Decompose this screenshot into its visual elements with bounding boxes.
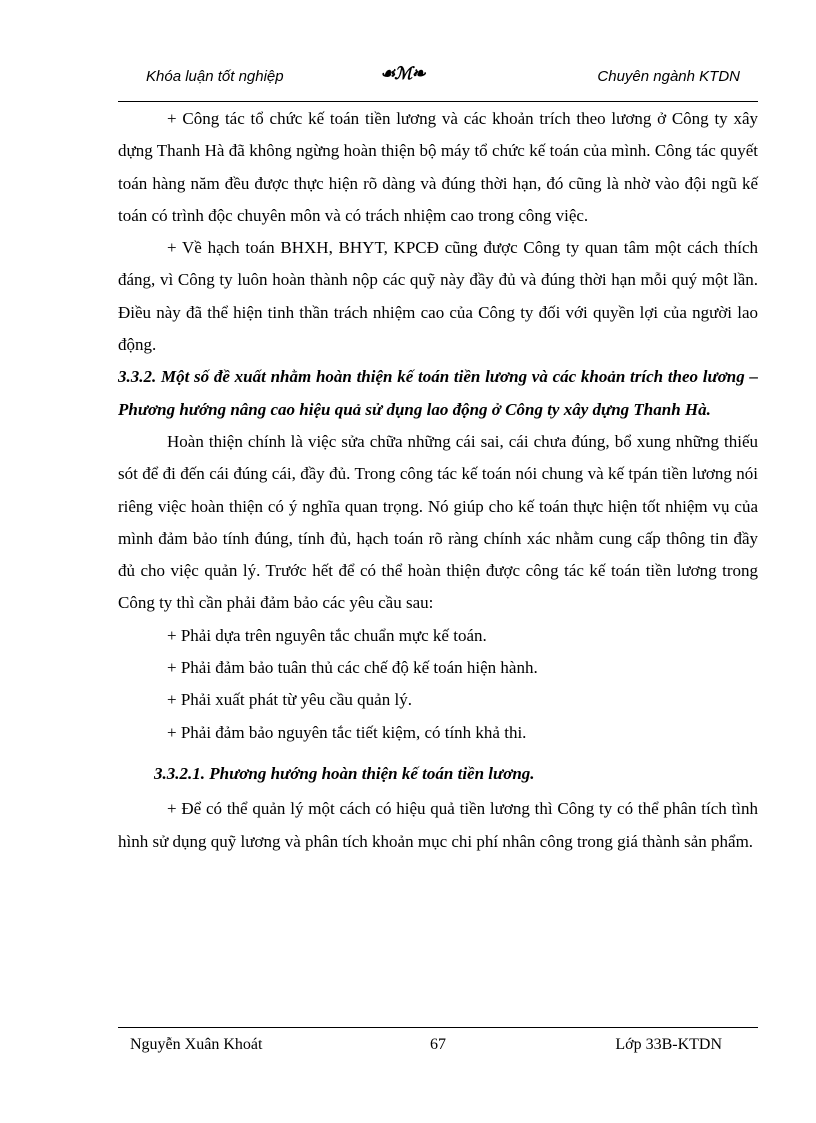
document-body [118, 103, 758, 858]
page-number: 67 [430, 1036, 446, 1053]
paragraph-wage-management: + Để có thể quản lý một cách có hiệu quả tiền lương thì Công ty có thể phân tích tình hình sử dụng quỹ lương và phân tích khoản mục chi phí nhân công trong giá thành sản phẩm. [118, 799, 758, 851]
section-heading-3-3-2: 3.3.2. Một số đề xuất nhằm hoàn thiện kế toán tiền lương và các khoản trích theo lương – Phương hướng nâng cao hiệu quả sử dụng lao động ở Công ty xây dựng Thanh Hà. [118, 367, 758, 419]
footer-class: Lớp 33B-KTDN [615, 1036, 722, 1053]
page-footer [118, 1036, 758, 1060]
footer-author: Nguyễn Xuân Khoát [130, 1036, 263, 1053]
paragraph-improvement-definition: Hoàn thiện chính là việc sửa chữa những cái sai, cái chưa đúng, bổ xung những thiếu sót để đi đến cái đúng cái, đầy đủ. Trong công tác kế toán nói chung và kế tpán tiền lương nói riêng việc hoàn thiện có ý nghĩa quan trọng. Nó giúp cho kế toán thực hiện tốt nhiệm vụ của mình đảm bảo tính đúng, tính đủ, hạch toán rõ ràng chính xác nhằm cung cấp thông tin đầy đủ cho việc quản lý. Trước hết để có thể hoàn thiện được công tác kế toán tiền lương trong Công ty thì cần phải đảm bảo các yêu cầu sau: [118, 431, 758, 613]
requirement-item: + Phải đảm bảo nguyên tắc tiết kiệm, có tính khả thi. [167, 722, 527, 742]
header-thesis-label: Khóa luận tốt nghiệp [146, 68, 284, 85]
header-ornament-icon: ☙ℳ❧ [380, 64, 425, 83]
page-header [118, 64, 758, 92]
section-heading-3-3-2-1: 3.3.2.1. Phương hướng hoàn thiện kế toán tiền lương. [154, 763, 535, 783]
paragraph-insurance-accounting: + Về hạch toán BHXH, BHYT, KPCĐ cũng được Công ty quan tâm một cách thích đáng, vì Công ty luôn hoàn thành nộp các quỹ này đầy đủ và đúng thời hạn mỗi quý một lần. Điều này đã thể hiện tinh thần trách nhiệm cao của Công ty đối với quyền lợi của người lao động. [118, 238, 758, 355]
requirement-item: + Phải xuất phát từ yêu cầu quản lý. [167, 690, 412, 710]
paragraph-accounting-organization: + Công tác tổ chức kế toán tiền lương và các khoản trích theo lương ở Công ty xây dựng Thanh Hà đã không ngừng hoàn thiện bộ máy tổ chức kế toán của mình. Công tác quyết toán hàng năm đều được thực hiện rõ dàng và đúng thời hạn, đó cũng là nhờ vào đội ngũ kế toán có trình độc chuyên môn và có trách nhiệm cao trong công việc. [118, 109, 758, 225]
header-major-label: Chuyên ngành KTDN [597, 68, 740, 85]
requirement-item: + Phải dựa trên nguyên tắc chuẩn mực kế toán. [167, 625, 487, 645]
header-divider [118, 101, 758, 102]
footer-divider [118, 1027, 758, 1028]
requirement-item: + Phải đảm bảo tuân thủ các chế độ kế toán hiện hành. [167, 658, 538, 678]
